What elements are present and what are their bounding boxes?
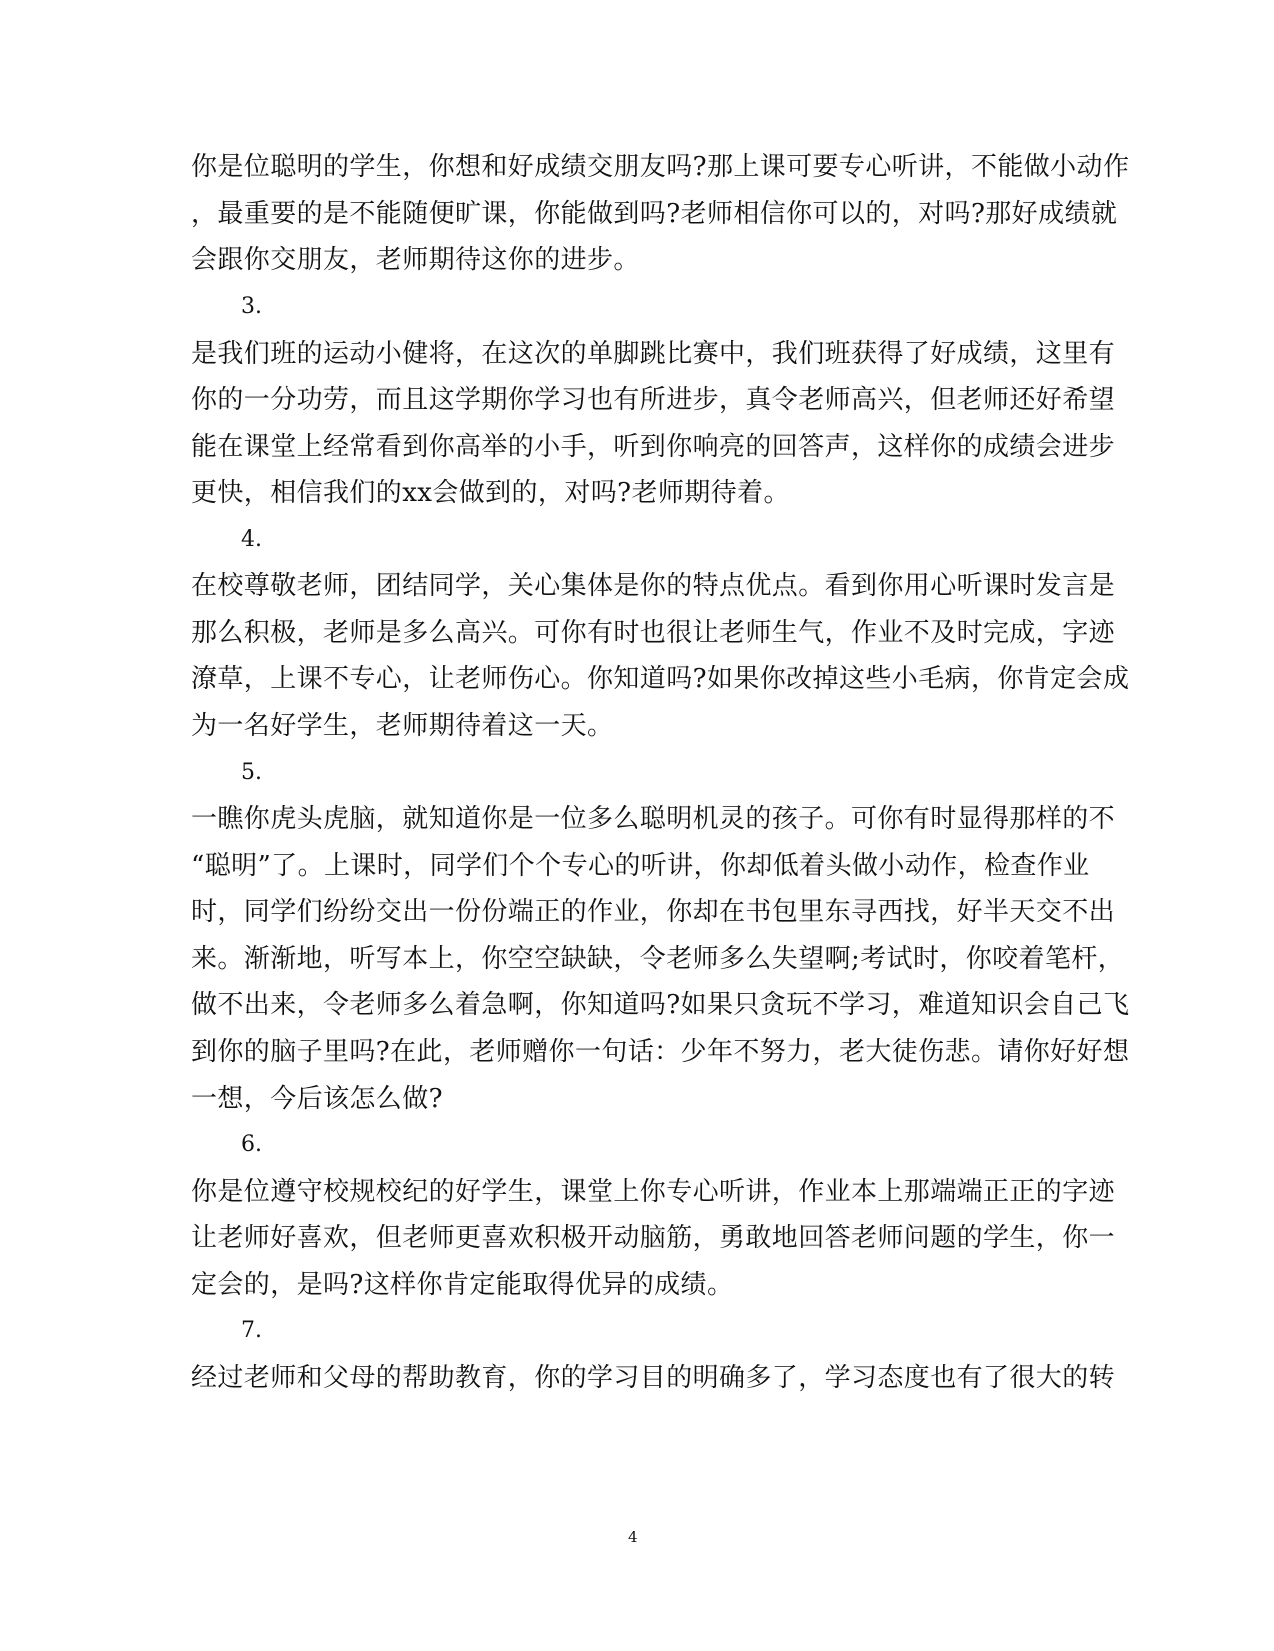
paragraph-line: 为一名好学生，老师期待着这一天。 — [191, 711, 614, 741]
item-number: 5. — [241, 760, 262, 785]
paragraph-line: 到你的脑子里吗?在此，老师赠你一句话：少年不努力，老大徒伤悲。请你好好想 — [191, 1037, 1130, 1067]
paragraph-line: 能在课堂上经常看到你高举的小手，听到你响亮的回答声，这样你的成绩会进步 — [191, 432, 1116, 462]
paragraph-line: 一瞧你虎头虎脑，就知道你是一位多么聪明机灵的孩子。可你有时显得那样的不 — [191, 804, 1116, 834]
paragraph-line: 来。渐渐地，听写本上，你空空缺缺，令老师多么失望啊;考试时，你咬着笔杆， — [191, 944, 1125, 974]
paragraph-line: 定会的，是吗?这样你肯定能取得优异的成绩。 — [191, 1270, 734, 1300]
paragraph-line: 你的一分功劳，而且这学期你学习也有所进步，真令老师高兴，但老师还好希望 — [191, 385, 1116, 415]
paragraph-line: 在校尊敬老师，团结同学，关心集体是你的特点优点。看到你用心听课时发言是 — [191, 571, 1116, 601]
paragraph-line: 是我们班的运动小健将，在这次的单脚跳比赛中，我们班获得了好成绩，这里有 — [191, 339, 1116, 369]
paragraph-line: ，最重要的是不能随便旷课，你能做到吗?老师相信你可以的，对吗?那好成绩就 — [191, 199, 1118, 229]
paragraph-line: “聪明”了。上课时，同学们个个专心的听讲，你却低着头做小动作，检查作业 — [191, 851, 1090, 881]
item-number: 7. — [241, 1318, 262, 1343]
paragraph-line: 你是位聪明的学生，你想和好成绩交朋友吗?那上课可要专心听讲，不能做小动作 — [191, 152, 1130, 182]
paragraph-line: 那么积极，老师是多么高兴。可你有时也很让老师生气，作业不及时完成，字迹 — [191, 618, 1116, 648]
page-number: 4 — [628, 1528, 638, 1546]
paragraph-line: 做不出来，令老师多么着急啊，你知道吗?如果只贪玩不学习，难道知识会自己飞 — [191, 990, 1130, 1020]
paragraph-line: 时，同学们纷纷交出一份份端正的作业，你却在书包里东寻西找，好半天交不出 — [191, 897, 1116, 927]
paragraph-line: 更快，相信我们的xx会做到的，对吗?老师期待着。 — [191, 478, 790, 508]
item-number: 3. — [241, 294, 262, 319]
paragraph-line: 你是位遵守校规校纪的好学生，课堂上你专心听讲，作业本上那端端正正的字迹 — [191, 1177, 1116, 1207]
item-number: 4. — [241, 527, 262, 552]
paragraph-line: 会跟你交朋友，老师期待这你的进步。 — [191, 245, 640, 275]
paragraph-line: 经过老师和父母的帮助教育，你的学习目的明确多了，学习态度也有了很大的转 — [191, 1363, 1116, 1393]
item-number: 6. — [241, 1132, 262, 1157]
paragraph-line: 让老师好喜欢，但老师更喜欢积极开动脑筋，勇敢地回答老师问题的学生，你一 — [191, 1223, 1116, 1253]
paragraph-line: 一想，今后该怎么做? — [191, 1084, 443, 1114]
paragraph-line: 潦草，上课不专心，让老师伤心。你知道吗?如果你改掉这些小毛病，你肯定会成 — [191, 664, 1130, 694]
